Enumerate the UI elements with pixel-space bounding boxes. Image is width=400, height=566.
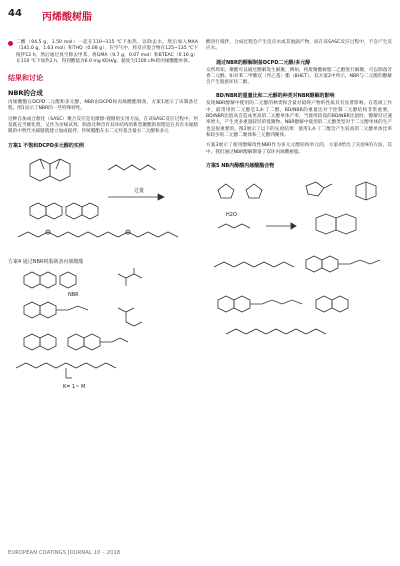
nbr-paragraph-1: 丙烯酸酯在DCPD二元醇和多元醇，NBR由DCPD和丙烯酸酯制备，方案1展示了该制备过程。图1显示了NBR的一些特殊特性。 [8, 100, 198, 112]
product-structure [30, 203, 98, 219]
bullet-icon [8, 41, 13, 46]
intermediate-structure [24, 302, 88, 318]
scheme1-figure [8, 152, 198, 252]
section-title: 丙烯酸树脂 [42, 12, 92, 23]
product-chain [18, 232, 178, 237]
polymer-structure [24, 334, 128, 350]
left-column [8, 40, 198, 397]
figure1-caption: 方案1 不饱和DCPD多元醇的实例 [8, 142, 84, 149]
formula-label: K= 1~ M [63, 383, 86, 390]
chain-segment-1 [218, 224, 250, 228]
cyclopentadiene-structure [218, 184, 262, 198]
intro-paragraph [8, 40, 198, 65]
diol-chain [108, 165, 156, 170]
right-column [206, 40, 392, 351]
polymer-backbone-2 [218, 296, 348, 312]
scheme-description-paragraph: 方案3展示了使用醇解改性NBR作为多元元醇结构单元的，方案4给出了实验9的方法，其中，我们通过NBR醇解制备了双环丙烯酸树脂。 [206, 143, 392, 155]
branch-structure [118, 308, 142, 326]
page-footer: EUROPEAN COATINGS JOURNAL 10 – 2018 [8, 550, 121, 556]
excess-label: 过量 [134, 187, 145, 194]
acrylate-chain [16, 363, 116, 368]
figure3-caption: 方案5 NB内醇酸丙烯酸酯合物 [206, 162, 275, 169]
bicyclic-structure [316, 214, 356, 234]
page-number: 44 [8, 8, 22, 19]
ratio-effect-paragraph: 发现NBR醇解中使用的二元醇的种类和含量对最终产物的性质具有显著影响。在选项工作中，最常用的二元醇是1,4-丁二醇。BD/NBR的重量比对于控制二元醇结构非常重要。BD/NBR比值高会造成更高的二元醇单体产率，当使用较高的BD/NBR比值时，醇解反应速率增大，产生更多重量较轻的低聚物。NBR醇解中使用的二元醇类型对于二元醇单体的生产也是很重要的。图2展示了以下的实验结果：使用1,4-丁二醇会产生较高的二元醇单体比率和较少的二元醇二聚体和三元醇四聚体。 [206, 101, 392, 138]
dcpd-structure [30, 159, 70, 181]
scheme5-figure [206, 172, 392, 347]
cyclic-adduct-structure [356, 182, 376, 200]
nbr-reagent-label: NBR [68, 291, 79, 298]
nbr-paragraph-2: 这种自加成合催化（SASC）聚合反应是电摩擦-锂键的实用方法，在该SASC反应过程中，羟基既充当催化剂，又作为亲核试剂。制备这种含有双环结构的新型聚酯的原理是在具有水烯腈膜的中替代水烯腈就建立加成搅拌。传统膜酯在水二元羟基含量水二元醇和多元 [8, 116, 198, 135]
figure2-caption: 方案4 通过NBR树脂制备丙烯酸酯 [8, 258, 84, 265]
right-intro-paragraph: 酸进行搅拌，合成过程会产生反应水或其他副产物，而在该SASC反应过程中，不会产生反应水。 [206, 40, 392, 52]
alcoholysis-heading: 通过NBR的醇解制备DCPD二元醇/多元醇 [216, 59, 311, 66]
intro-text: 二酸（94.5 g，1.50 mol）一起在110~115 ℃下加热，以除去水。然后加入MAA（141.0 g，1.63 mol）和THQ（0.08 g），在空气中，将反应混合物在125~135 ℃下搅拌12 h，然后通过真空除去甲苯，将GMA（9.7 g，0.07 mol）和BTEAC（0.16 g）在110 ℃下加热2 h，得到酸值为6.0 mg KOH/g，黏度为1100 cPs的丙烯酸酯单体。 [16, 40, 198, 64]
ratio-effect-heading: BD/NBR的重量比和二元醇的种类对NBR醇解的影响 [216, 93, 335, 100]
polymer-tail [226, 329, 326, 334]
maleic-structure [306, 182, 332, 196]
glycerol-structure [118, 268, 142, 286]
nbr-structure [24, 272, 76, 288]
results-heading: 结果和讨论 [8, 74, 43, 83]
nbr-synthesis-heading: NBR的合成 [8, 89, 43, 98]
polymer-backbone-1 [214, 256, 380, 272]
alcoholysis-paragraph: 众所周知，聚酯可以通过醇解发生解聚，例如，将废聚酯树脂二乙醇进行解聚，可以制备芳香二元醇。如对苯二甲酸双（羟乙基）酯（BHET）。双方案2中所示，NBR与二元醇的醇解会产生脂族环状二醇。 [206, 67, 392, 86]
scheme4-figure [8, 268, 198, 393]
page-header [8, 8, 392, 22]
water-label: H2O [226, 211, 237, 218]
